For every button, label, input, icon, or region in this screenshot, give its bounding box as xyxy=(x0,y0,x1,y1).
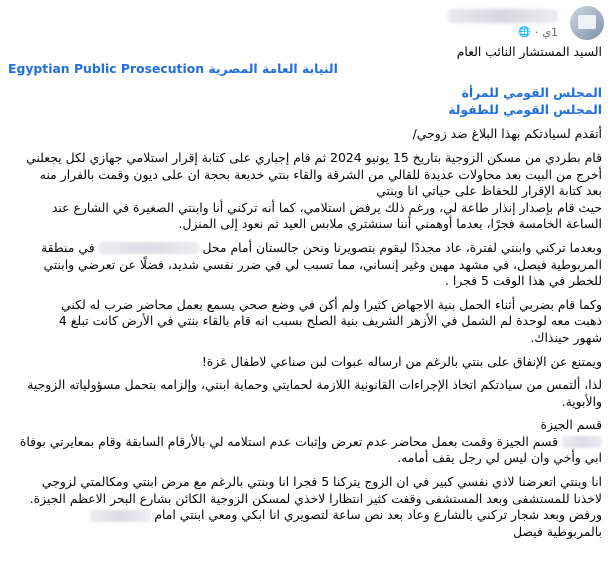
paragraph: وبعدما تركني وابنتي لفترة، عاد مجددًا ليقوم بتصويرنا ونحن جالستان أمام محل في منطقة المربوطية فيصل، في مشهد مهين وغير إنساني، مما تسبب لي في ضرر نفسي شديد، فضلًا عن تعرضي وابنتي للخطر في هذا الوقت 5 فجرا . xyxy=(40,239,602,289)
post-header xyxy=(6,6,604,40)
author-name-redacted[interactable] xyxy=(448,9,558,23)
redacted-text xyxy=(90,510,150,522)
paragraph: لذا، ألتمس من سيادتكم اتخاذ الإجراءات القانونية اللازمة لحمايتي وحماية ابنتي، وإلزامه بتحمل مسؤولياته الزوجية والأبوية. xyxy=(27,377,602,409)
globe-icon[interactable]: 🌐 xyxy=(518,27,531,38)
paragraph: أتقدم لسيادتكم بهذا البلاغ ضد زوجي/ xyxy=(412,126,602,142)
post-time[interactable]: 1ي xyxy=(542,26,558,39)
text-line: السيد المستشار النائب العام xyxy=(456,44,602,59)
paragraph: وكما قام بضربي أثناء الحمل بنية الاجهاض كثيرا ولم أكن في وضع صحي يسمع بعمل محاضر ضرب له لكني ذهبت معه لوحدة لم الشمل في الأزهر الشريف بنية الصلح بسبب انه قام بالقاء بنتي في الأرض كانت تبلغ 4 شهور حينذاك. xyxy=(58,296,602,345)
paragraph: قسم الجيزة قسم الجيزة وقمت بعمل محاضر عدم تعرض وإثبات عدم استلامه لي بالأرقام السابقة وقام بمعايرتي بوفاة ابي وأخي وان ليس لي رجل يقف أمامه. xyxy=(19,417,602,466)
mention-link[interactable]: Egyptian Public Prosecution النيابة العامة المصرية xyxy=(8,60,338,76)
redacted-text xyxy=(562,436,602,448)
post-body xyxy=(8,44,602,547)
post-meta xyxy=(518,26,558,39)
redacted-text xyxy=(99,242,199,254)
paragraph: انا وبنتي اتعرضنا لاذي نفسي كبير في ان الزوج يتركنا 5 فجرا انا وبنتي بالرغم مع مرض ابنتي ومكالمتي لزوجي لاخذنا للمستشفى وبعد المستشفى وقفت كثير انتظارا لاخذي لمسكن الزوجية الكائن بشارع البحر الاعظم الجيزة. ورفض وبعد شجار تركني بالشارع وعاد بعد نص ساعة لتصويري انا ابكي ومعي ابنتي امام بالمربوطية فيصل xyxy=(29,474,602,539)
paragraph: ويمتنع عن الإنفاق على بنتي بالرغم من ارساله عبوات لبن صناعي لاطفال غزة! xyxy=(201,353,602,369)
avatar[interactable] xyxy=(570,6,604,40)
mention-link[interactable]: المجلس القومي للطفولة xyxy=(448,101,602,117)
meta-separator: · xyxy=(534,26,539,39)
mention-link[interactable]: المجلس القومي للمرأة xyxy=(461,85,602,101)
paragraph: قام بطردي من مسكن الزوجية بتاريخ 15 يونيو 2024 ثم قام إجباري على كتابة إقرار استلامي جهازي لكل يجعلني أخرج من البيت بعد محاولات عديدة للقالي من الشرقة والقاء بنتي خديعة بحجة ان على ديون وقمت بالفرار منه بعد كتابة الإقرار للحفاظ على حياتي انا وبنتي حيث قام بإصدار إنذار طاعة لي، ورغم ذلك يرفض استلامي، كما أنه تركني أنا وابنتي الصغيرة في الشارع عند الساعة الخامسة فجرًا، بعدما أوهمني أننا سنشتري ملابس العيد ثم نعود إلى المنزل. xyxy=(26,149,602,232)
